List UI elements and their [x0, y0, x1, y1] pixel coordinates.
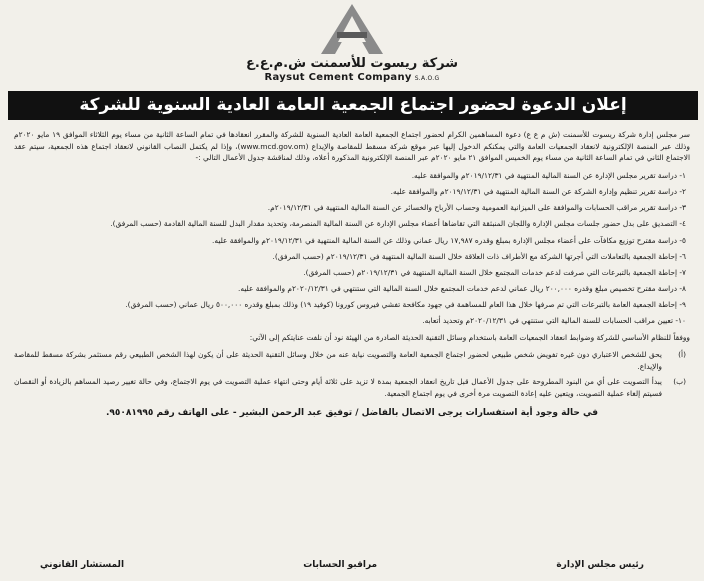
company-name-english [0, 72, 704, 83]
signature-auditor: مراقبو الحسابات [303, 560, 378, 570]
agenda-item: ٩- إحاطة الجمعية العامة بالتبرعات التي تم صرفها خلال هذا العام للمساهمة في جهود مكافحة تفشي فيروس كورونا (كوفيد ١٩) وذلك بمبلغ وقدره ٥٠٠,٠٠٠ ريال عماني (حسب المرفق). [125, 300, 686, 310]
company-name-arabic: شركة ريسوت للأسمنت ش.م.ع.ع [245, 56, 459, 71]
option-marker: (أ) [678, 350, 686, 360]
agenda-item: ٤- التصديق على بدل حضور جلسات مجلس الإدارة واللجان المنبثقة التي تقاضاها أعضاء مجلس الإدارة عن السنة المالية المنصرمة، وتحديد مقدار البدل للسنة المالية القادمة (حسب المرفق). [110, 219, 686, 229]
agenda-item: ٧- إحاطة الجمعية بالتبرعات التي صرفت لدعم خدمات المجتمع خلال السنة المالية المنتهية في ٢٠١٩/١٢/٣١م (حسب المرفق). [303, 267, 686, 277]
agenda-item: ٦- إحاطة الجمعية بالتعاملات التي أجرتها الشركة مع الأطراف ذات العلاقة خلال السنة المالية المنتهية في ٢٠١٩/١٢/٣١م (حسب المرفق). [272, 251, 686, 261]
agenda-item: ٨- دراسة مقترح تخصيص مبلغ وقدره ٢٠٠,٠٠٠ ريال عماني لدعم خدمات المجتمع خلال السنة المالية التي ستنتهي في ٢٠٢٠/١٢/٣١م والموافقة عليه. [238, 284, 686, 294]
announcement-title: إعلان الدعوة لحضور اجتماع الجمعية العامة العادية السنوية للشركة [8, 91, 698, 120]
signature-legal: المستشار القانوني [40, 560, 125, 570]
agenda-item: ١- دراسة تقرير مجلس الإدارة عن السنة المالية المنتهية في ٢٠١٩/١٢/٣١م والموافقة عليه. [411, 170, 686, 180]
intro-paragraph: سر مجلس إدارة شركة ريسوت للأسمنت (ش م ع ع) دعوة المساهمين الكرام لحضور اجتماع الجمعية العامة العادية السنوية للشركة والمقرر انعقادها في تمام الساعة الثانية من مساء يوم الثلاثاء الموافق ١٩ مايو ٢٠٢٠م وذلك عبر المنصة الإلكترونية لانعقاد الجمعيات العامة والتي يمكنكم الدخول إليها عبر موقع شركة مسقط للمقاصة والإيداع (www.mcd.gov.om)، وإذا لم يكتمل النصاب القانوني لانعقاد اجتماع هذه الجمعية، سيتم عقد الاجتماع الثاني في تمام الساعة الثانية من مساء يوم الخميس الموافق ٢١ مايو ٢٠٢٠م عبر المنصة الإلكترونية المذكورة أعلاه، وذلك لمناقشة جدول الأعمال التالي :- [14, 130, 690, 163]
announcement-body [14, 129, 690, 419]
option-text: يحق للشخص الاعتباري دون غيره تفويض شخص طبيعي لحضور اجتماع الجمعية العامة والتصويت نيابة عنه من خلال وسائل التقنية الحديثة على أن يكون لهذا الشخص الطبيعي رقم مستثمر بشركة مسقط للمقاصة والإيداع. [14, 350, 662, 371]
option-item [14, 349, 690, 372]
option-marker: (ب) [673, 377, 686, 387]
agenda-item: ٢- دراسة تقرير تنظيم وإدارة الشركة عن السنة المالية المنتهية في ٢٠١٩/١٢/٣١م والموافقة عليه. [390, 186, 686, 196]
signature-chairman: رئيس مجلس الإدارة [556, 560, 644, 570]
company-name-english-text: Raysut Cement Company [264, 72, 412, 83]
regulation-paragraph: ووفقاً للنظام الأساسي للشركة وضوابط انعقاد الجمعيات العامة باستخدام وسائل التقنية الحديثة الصادرة من الهيئة نود أن نلفت عنايتكم إلى الآتي: [249, 332, 690, 342]
agenda-item: ٥- دراسة مقترح توزيع مكافآت على أعضاء مجلس الإدارة بمبلغ وقدره ١٧,٩٨٧ ريال عماني وذلك عن السنة المالية المنتهية في ٢٠١٩/١٢/٣١م والموافقة عليه. [212, 235, 686, 245]
agenda-item: ٣- دراسة تقرير مراقب الحسابات والموافقة على الميزانية العمومية وحساب الأرباح والخسائر عن السنة المالية المنتهية في ٢٠١٩/١٢/٣١م. [267, 203, 686, 213]
signature-row [40, 560, 644, 570]
agenda-list [14, 170, 690, 327]
contact-line: في حالة وجود أية استفسارات يرجى الاتصال بالفاضل / توفيق عبد الرحمن البشير - على الهاتف رقم ٩٥٠٨١٩٩٥. [106, 407, 598, 418]
company-suffix: S.A.O.G [414, 75, 440, 82]
raysut-logo-icon-mark [319, 2, 385, 56]
option-item [14, 376, 690, 399]
agenda-item: ١٠- تعيين مراقب الحسابات للسنة المالية التي ستنتهي في ٢٠٢٠/١٢/٣١م وتحديد أتعابه. [422, 316, 686, 326]
option-text: يبدأ التصويت على أي من البنود المطروحة على جدول الأعمال قبل تاريخ انعقاد الجمعية بمدة لا تزيد على ثلاثة أيام وحتى انتهاء عملية التصويت في يوم الاجتماع، وفي حالة تغيير رصيد المساهم بالزيادة أو النقصان فسيتم إلغاء عملية التصويت، ويتعين عليه إعادة التصويت مرة أخرى في يوم اجتماع الجمعية. [14, 377, 662, 399]
